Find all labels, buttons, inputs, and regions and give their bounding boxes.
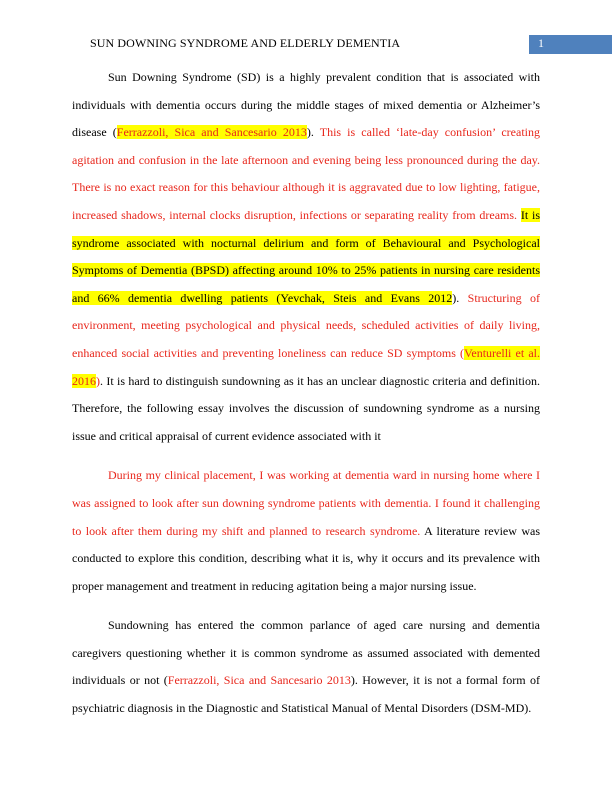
document-body: [72, 64, 540, 735]
text-segment-red: ): [96, 373, 100, 388]
text-segment-red: During my clinical placement, I was working at dementia ward in nursing home where I was assigned to look after sun downing syndrome patients with dementia. I found it challenging to look after them during my shift and planned to research syndrome.: [72, 468, 540, 538]
paragraph-placement: [72, 462, 540, 600]
citation-highlight: Ferrazzoli, Sica and Sancesario 2013: [116, 125, 307, 140]
text-segment-highlight: It is syndrome associated with nocturnal delirium and form of Behavioural and Psychological Symptoms of Dementia (BPSD) affecting around 10% to 25% patients in nursing care residents and 66% dementia dwelling patients (Yevchak, Steis and Evans 2012: [72, 207, 541, 305]
text-segment: Sun Downing Syndrome (SD) is a highly prevalent condition that is associated with individuals with dementia occurs during the middle stages of mixed dementia or Alzheimer’s disease (: [72, 70, 540, 140]
text-segment-red: Structuring of environment, meeting psychological and physical needs, scheduled activities of daily living, enhanced social activities and preventing loneliness can reduce SD symptoms (: [72, 290, 540, 360]
text-segment: ). However, it is not a formal form of psychiatric diagnosis in the Diagnostic and Statistical Manual of Mental Disorders (DSM-MD).: [72, 673, 540, 716]
text-segment: A literature review was conducted to explore this condition, describing what it is, why it occurs and its prevalence with proper management and treatment in reducing agitation being a major nursing issue.: [72, 523, 540, 593]
paragraph-intro: [72, 64, 540, 450]
text-segment: . It is hard to distinguish sundowning as it has an unclear diagnostic criteria and definition. Therefore, the following essay involves the discussion of sundowning syndrome as a nursing issue and critical appraisal of current evidence associated with it: [72, 373, 540, 443]
citation-highlight: Venturelli et al. 2016: [72, 345, 541, 388]
text-segment-red: This is called ‘late-day confusion’ creating agitation and confusion in the late afternoon and evening being less pronounced during the day. There is no exact reason for this behaviour although it is aggravated due to low lighting, fatigue, increased shadows, internal clocks disruption, infections or separating reality from dreams.: [72, 125, 540, 222]
text-segment: ).: [306, 125, 320, 140]
paragraph-sundowning: [72, 612, 540, 722]
citation-red: Ferrazzoli, Sica and Sancesario 2013: [167, 673, 351, 688]
text-segment: Sundowning has entered the common parlance of aged care nursing and dementia caregivers questioning whether it is common syndrome as assumed associated with demented individuals or not (: [72, 618, 540, 688]
text-segment: ).: [452, 290, 468, 305]
running-header-title: SUN DOWNING SYNDROME AND ELDERLY DEMENTIA: [90, 36, 401, 50]
page-number-badge: [529, 35, 612, 54]
page-number: 1: [538, 36, 544, 50]
